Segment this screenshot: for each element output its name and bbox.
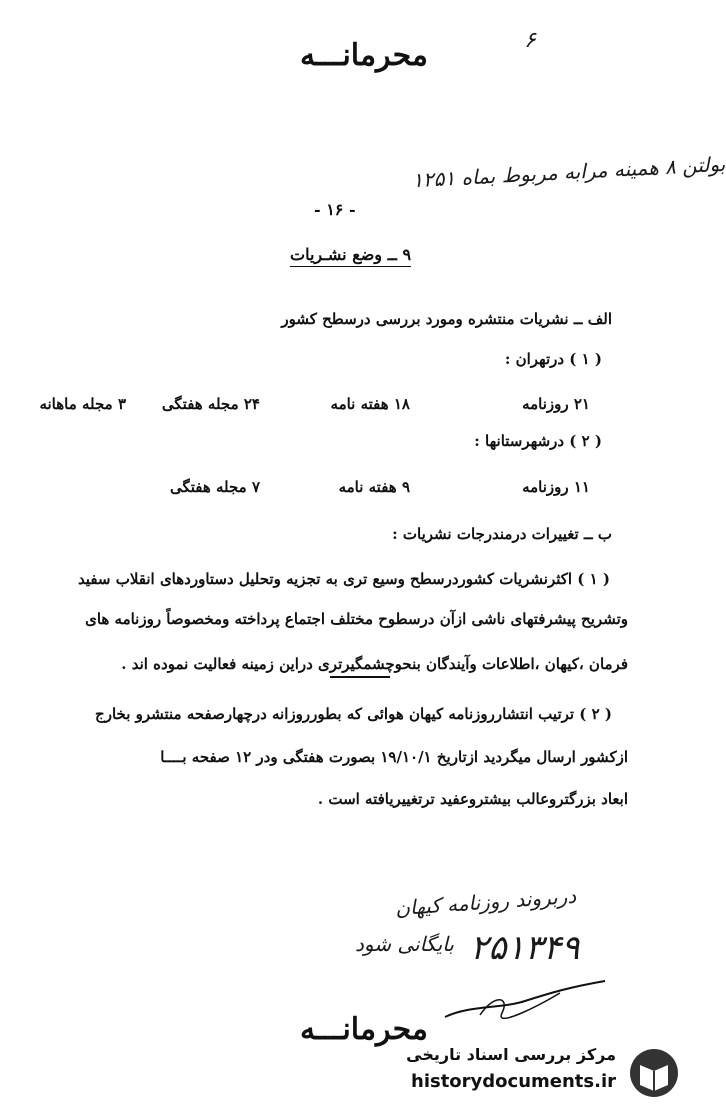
handwritten-archive-note: بایگانی شود xyxy=(355,932,454,956)
handwritten-note: بولتن ۸ همینه مرابه مربوط بماه ۱۲۵۱ xyxy=(411,151,726,193)
archive-org-name: مرکز بررسی اسناد تاریخی xyxy=(406,1045,616,1064)
handwritten-underline xyxy=(330,676,390,678)
archive-url: historydocuments.ir xyxy=(411,1071,616,1092)
section-title: ۹ ــ وضع نشـریات xyxy=(290,245,411,267)
provinces-label: ( ۲ ) درشهرستانها : xyxy=(474,432,602,450)
provinces-item: ۷ مجله هفتگی xyxy=(169,478,260,496)
tehran-item: ۳ مجله ماهانه xyxy=(39,395,126,413)
tehran-label: ( ۱ ) درتهران : xyxy=(504,350,602,368)
paragraph-2-line: ( ۲ ) ترتیب انتشارروزنامه کیهان هوائی که بطورروزانه درچهارصفحه منتشرو بخارج xyxy=(95,705,612,723)
paragraph-1-line: وتشریح پیشرفتهای ناشی ازآن درسطوح مختلف اجتماع پرداخته ومخصوصاً روزنامه های xyxy=(85,610,628,628)
paragraph-2-line: ابعاد بزرگتروعالب بیشتروعفید ترتغییریافته است . xyxy=(317,790,628,808)
book-logo-icon xyxy=(626,1047,682,1099)
part-b-heading: ب ــ تغییرات درمندرجات نشریات : xyxy=(392,525,612,543)
part-a-heading: الف ــ نشریات منتشره ومورد بررسی درسطح کشور xyxy=(281,310,612,328)
handwritten-page-number: ۶ xyxy=(524,28,536,53)
tehran-item: ۲۴ مجله هفتگی xyxy=(161,395,260,413)
handwritten-file-number: ۲۵۱۳۴۹ xyxy=(470,928,580,968)
tehran-item: ۱۸ هفته نامه xyxy=(330,395,410,413)
paragraph-1-line: ( ۱ ) اکثرنشریات کشوردرسطح وسیع تری به تجزیه وتحلیل دستاوردهای انقلاب سفید xyxy=(77,570,610,588)
provinces-item: ۱۱ روزنامه xyxy=(522,478,590,496)
tehran-item: ۲۱ روزنامه xyxy=(522,395,590,413)
classification-footer: محرمانـــه xyxy=(300,1012,428,1047)
classification-header: محرمانـــه xyxy=(300,38,428,73)
paragraph-2-line: ازکشور ارسال میگردید ازتاریخ ۱۹/۱۰/۱ بصورت هفتگی ودر ۱۲ صفحه بــــا xyxy=(160,748,628,766)
handwritten-filing-note: دربروند روزنامه کیهان xyxy=(394,883,577,921)
archive-watermark xyxy=(406,1041,686,1103)
paragraph-1-line: فرمان ،کیهان ،اطلاعات وآیندگان بنحوچشمگیرتری دراین زمینه فعالیت نموده اند . xyxy=(121,655,628,673)
page-number: - ۱۶ - xyxy=(314,200,356,219)
provinces-item: ۹ هفته نامه xyxy=(338,478,410,496)
signature-scribble xyxy=(440,975,610,1025)
